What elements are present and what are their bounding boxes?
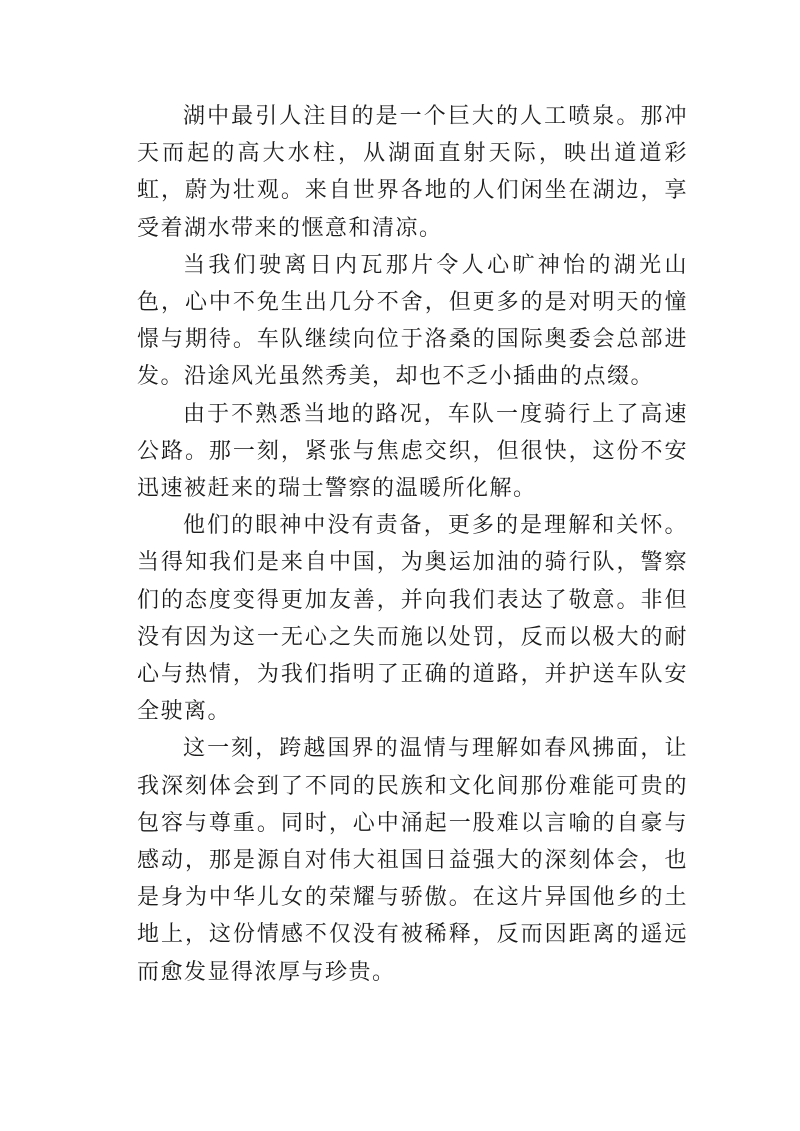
paragraph-police: 他们的眼神中没有责备，更多的是理解和关怀。当得知我们是来自中国，为奥运加油的骑行队，警察们的态度变得更加友善，并向我们表达了敬意。非但没有因为这一无心之失而施以处罚，反而以极大的耐心与热情，为我们指明了正确的道路，并护送车队安全驶离。 bbox=[137, 513, 688, 725]
paragraph-leaving-geneva: 当我们驶离日内瓦那片令人心旷神怡的湖光山色，心中不免生出几分不舍，但更多的是对明天的憧憬与期待。车队继续向位于洛桑的国际奥委会总部进发。沿途风光虽然秀美，却也不乏小插曲的点缀。 bbox=[137, 252, 688, 390]
document-body bbox=[137, 98, 688, 991]
paragraph-reflection: 这一刻，跨越国界的温情与理解如春风拂面，让我深刻体会到了不同的民族和文化间那份难能可贵的包容与尊重。同时，心中涌起一股难以言喻的自豪与感动，那是源自对伟大祖国日益强大的深刻体会，也是身为中华儿女的荣耀与骄傲。在这片异国他乡的土地上，这份情感不仅没有被稀释，反而因距离的遥远而愈发显得浓厚与珍贵。 bbox=[137, 736, 688, 985]
paragraph-highway: 由于不熟悉当地的路况，车队一度骑行上了高速公路。那一刻，紧张与焦虑交织，但很快，这份不安迅速被赶来的瑞士警察的温暖所化解。 bbox=[137, 401, 688, 502]
paragraph-fountain: 湖中最引人注目的是一个巨大的人工喷泉。那冲天而起的高大水柱，从湖面直射天际，映出道道彩虹，蔚为壮观。来自世界各地的人们闲坐在湖边，享受着湖水带来的惬意和清凉。 bbox=[137, 104, 688, 241]
